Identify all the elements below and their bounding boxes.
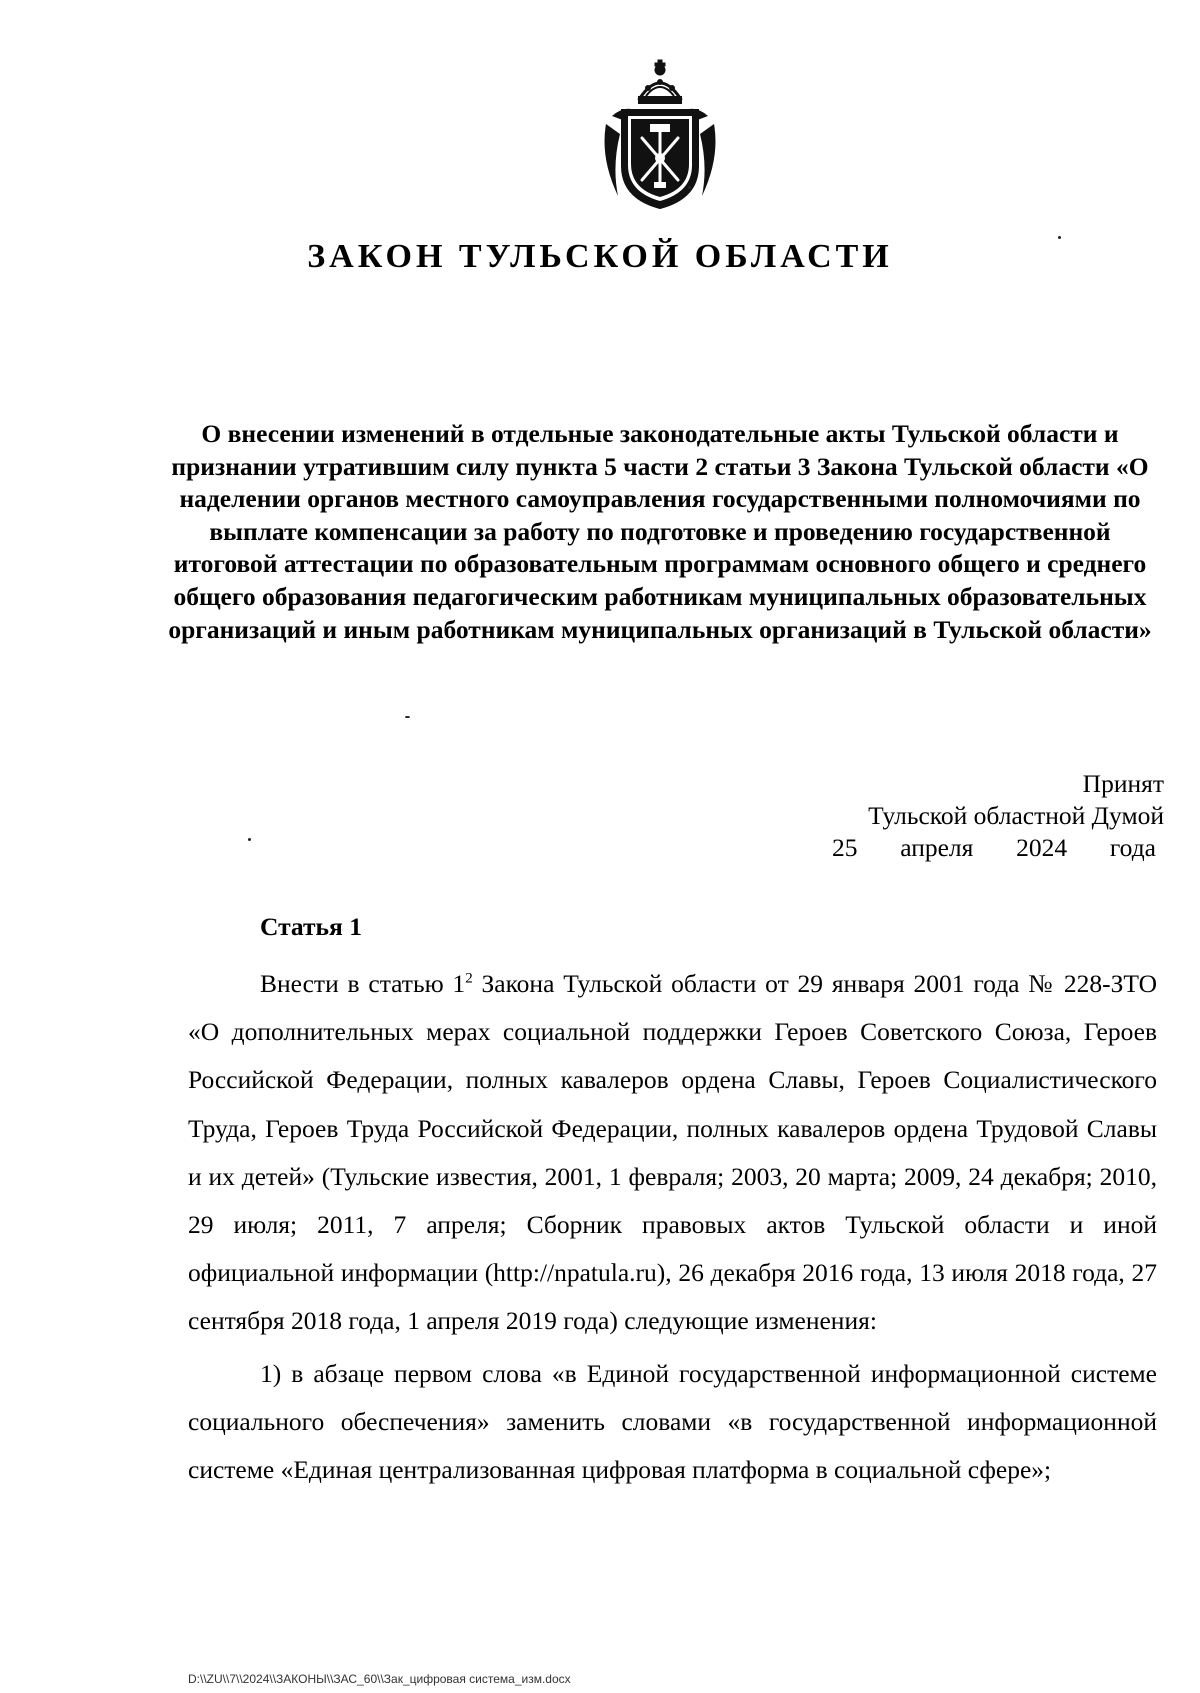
article-item-1: 1) в абзаце первом слова «в Единой государственной информационной системе социального обеспечения» заменить словами «в государственной информационной системе «Единая централизованная цифровая платформа в социальной сфере»; bbox=[188, 1358, 1157, 1485]
law-subject-title: О внесении изменений в отдельные законодательные акты Тульской области и признании утратившим силу пункта 5 части 2 статьи 3 Закона Тульской области «О наделении органов местного самоуправления государственными полномочиями по выплате компенсации за работу по подготовке и проведению государственной итоговой аттестации по образовательным программам основного общего и среднего общего образования педагогическим работникам муниципальных образовательных организаций и иным работникам муниципальных организаций в Тульской области» bbox=[168, 419, 1152, 644]
adoption-month: апреля bbox=[900, 833, 974, 862]
article-paragraph bbox=[188, 960, 1157, 1346]
adoption-year-word: года bbox=[1109, 833, 1156, 862]
scan-speck bbox=[248, 838, 251, 841]
adoption-day: 25 bbox=[832, 833, 858, 862]
adoption-block bbox=[824, 768, 1164, 864]
adoption-label: Принят bbox=[1082, 769, 1164, 798]
article-intro-rest: Закона Тульской области от 29 января 2001 года № 228-ЗТО «О дополнительных мерах социальной поддержки Героев Советского Союза, Героев Российской Федерации, полных кавалеров ордена Славы, Героев Социалистического Труда, Героев Труда Российской Федерации, полных кавалеров ордена Трудовой Славы и их детей» (Тульские известия, 2001, 1 февраля; 2003, 20 марта; 2009, 24 декабря; 2010, 29 июля; 2011, 7 апреля; Сборник правовых актов Тульской области и иной официальной информации (http://npatula.ru), 26 декабря 2016 года, 13 июля 2018 года, 27 сентября 2018 года, 1 апреля 2019 года) следующие изменения: bbox=[188, 969, 1157, 1336]
file-path-footer: D:\\ZU\\7\\2024\\ЗАКОНЫ\\ЗАС_60\\Зак_цифровая система_изм.docx bbox=[188, 1672, 571, 1686]
article-number-superscript: 2 bbox=[465, 970, 473, 987]
article-intro-start: Внести в статью 1 bbox=[260, 969, 466, 998]
scan-speck bbox=[405, 716, 410, 718]
adoption-body: Тульской областной Думой bbox=[868, 801, 1164, 830]
adoption-date bbox=[824, 832, 1164, 864]
law-title: ЗАКОН ТУЛЬСКОЙ ОБЛАСТИ bbox=[307, 238, 893, 275]
tula-coat-of-arms-icon bbox=[598, 58, 722, 212]
scan-speck bbox=[688, 186, 691, 189]
article-body bbox=[188, 960, 1157, 1494]
article-heading: Статья 1 bbox=[260, 912, 362, 941]
adoption-year: 2024 bbox=[1016, 833, 1068, 862]
